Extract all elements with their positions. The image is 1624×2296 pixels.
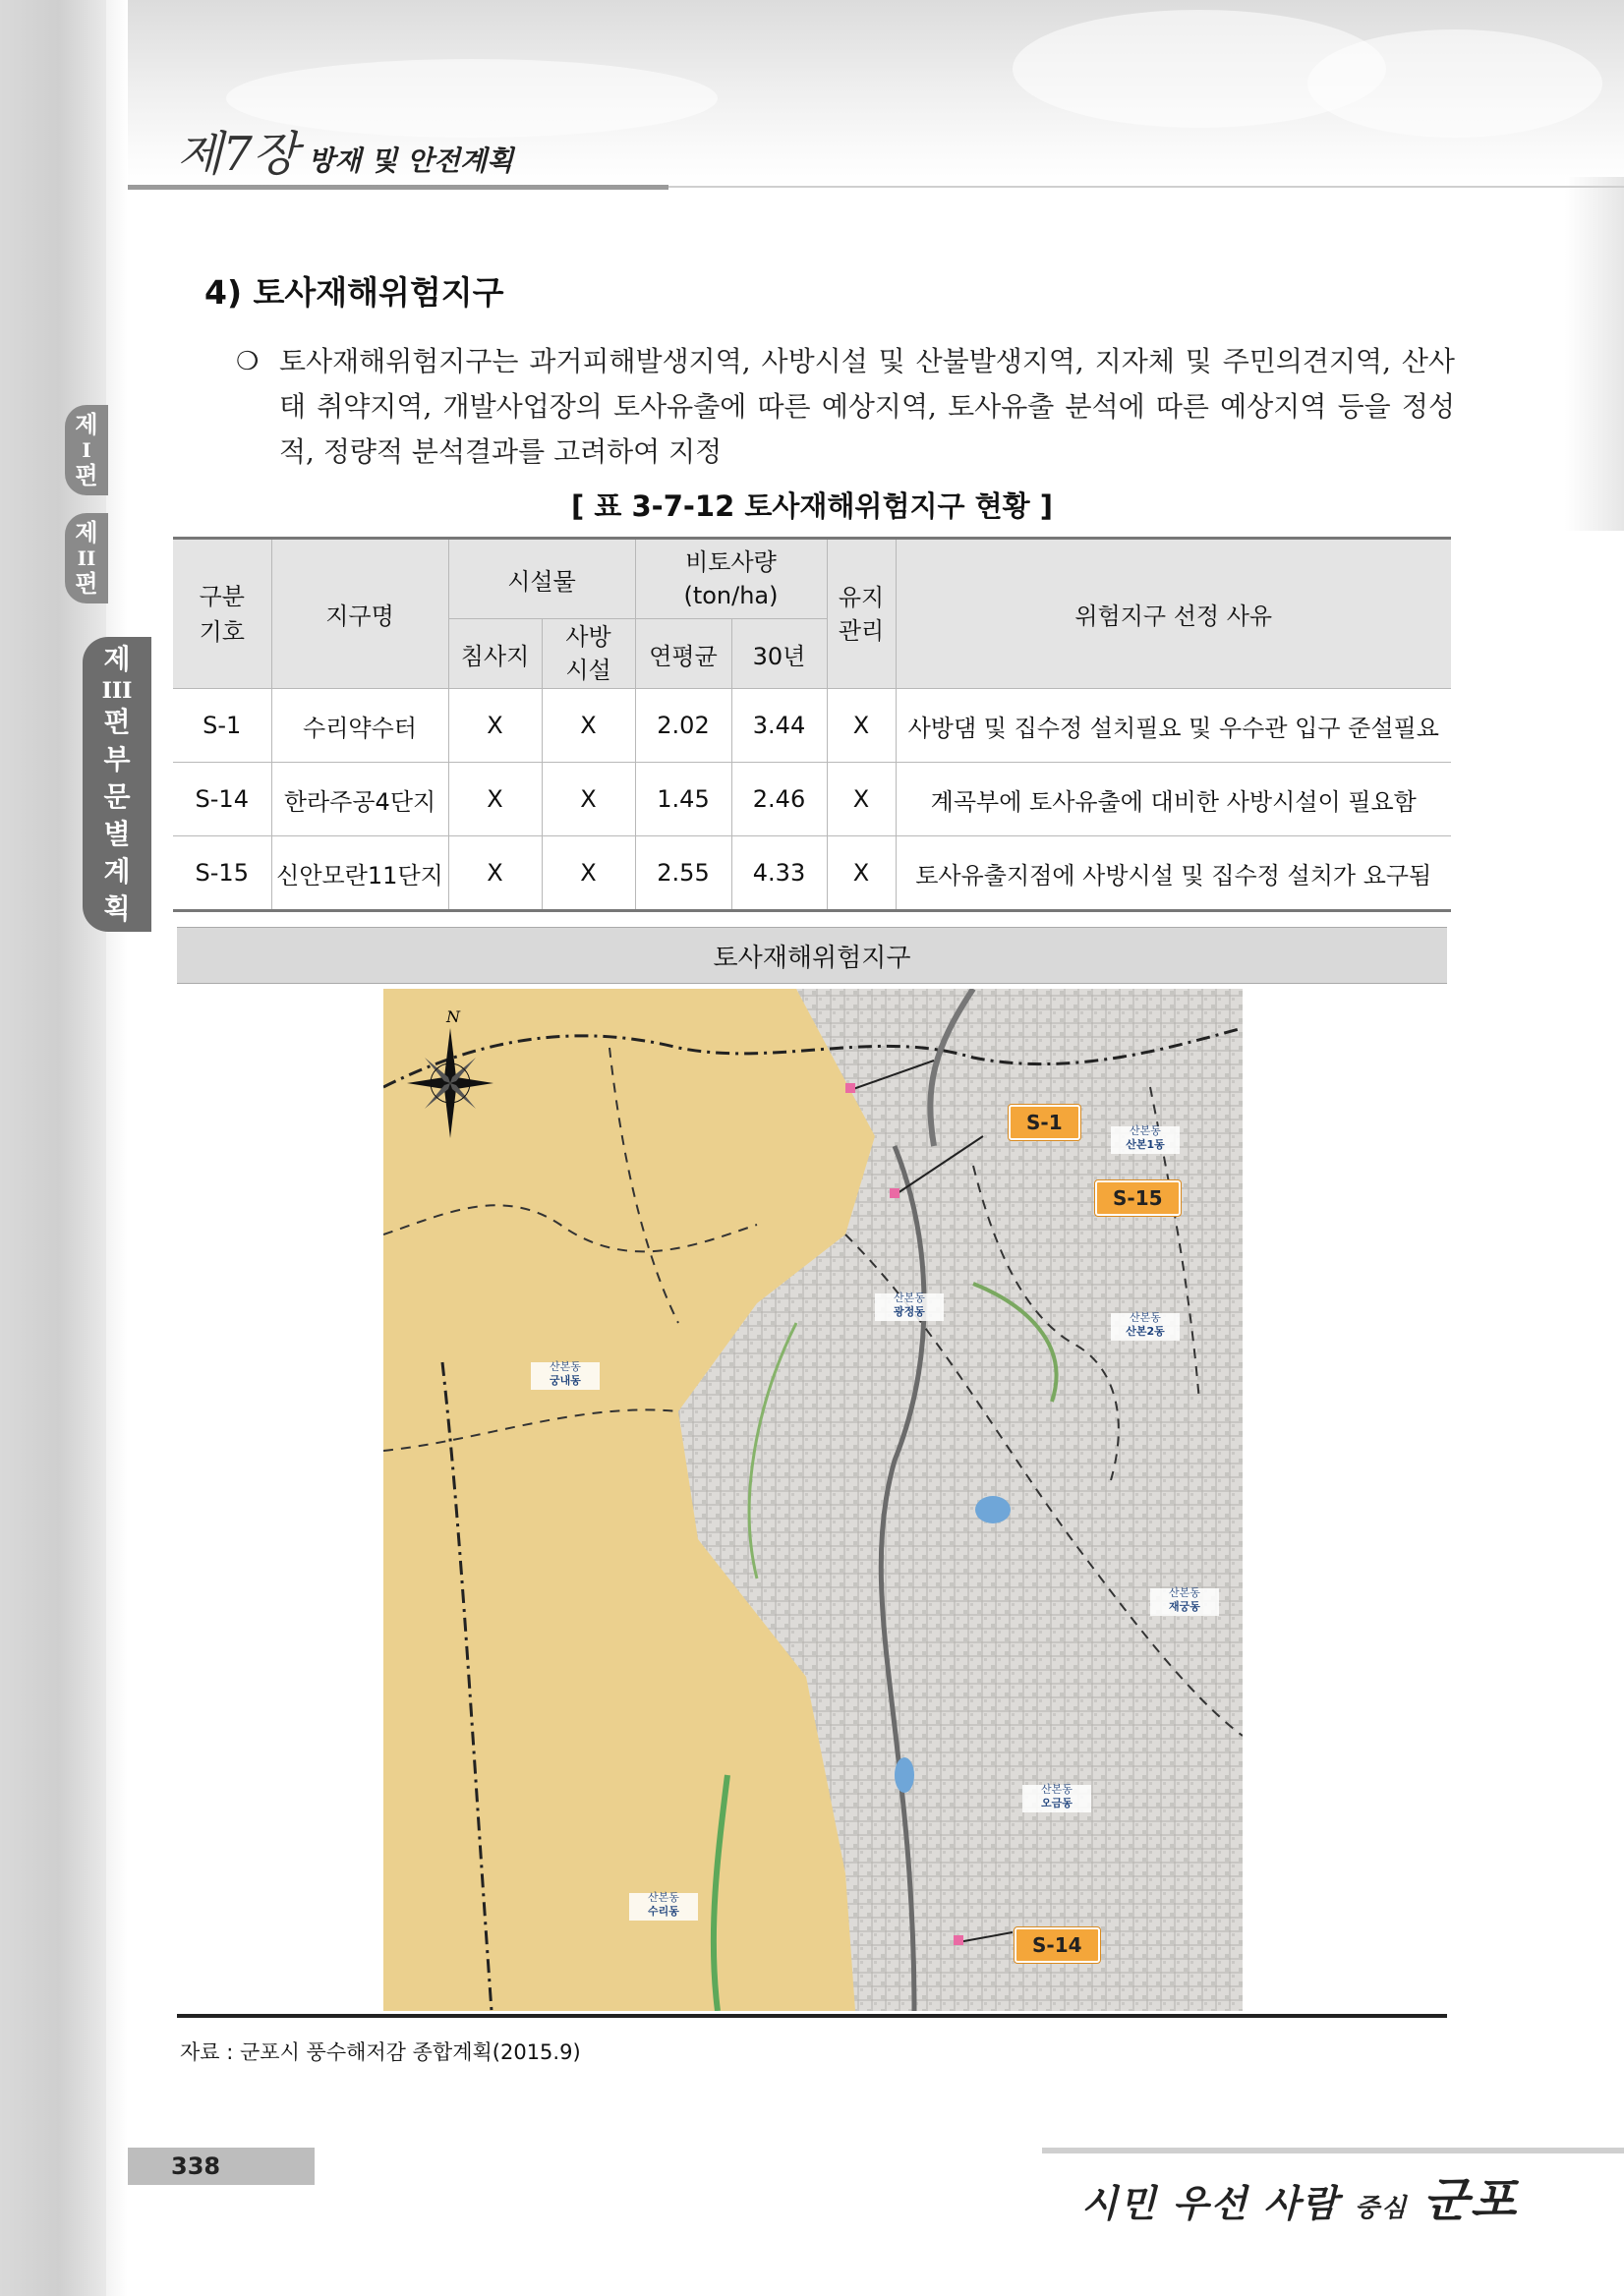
bullet-icon: ❍ bbox=[236, 347, 260, 376]
district-label: 산본동 오금동 bbox=[1041, 1783, 1073, 1809]
cell-reason: 계곡부에 토사유출에 대비한 사방시설이 필요함 bbox=[896, 763, 1451, 836]
chapter-number: 제7장 bbox=[177, 127, 299, 182]
side-tab-char: 계 bbox=[103, 855, 131, 888]
side-tab-char: III bbox=[101, 678, 133, 704]
district-map bbox=[383, 989, 1243, 2011]
cell-name: 신안모란11단지 bbox=[271, 836, 448, 911]
cell-code: S-15 bbox=[173, 836, 271, 911]
side-tab-char: 문 bbox=[103, 780, 131, 813]
map-label-s15: S-15 bbox=[1095, 1180, 1181, 1216]
slogan-part1: 시민 우선 사람 bbox=[1081, 2181, 1340, 2225]
map-header: 토사재해위험지구 bbox=[177, 927, 1447, 984]
header-maintenance: 유지 관리 bbox=[827, 539, 896, 689]
right-margin-background bbox=[1565, 177, 1624, 531]
hazard-district-table bbox=[173, 537, 1451, 912]
district-label: 산본동 궁내동 bbox=[550, 1360, 581, 1387]
left-margin-gradient bbox=[106, 0, 128, 2296]
chapter-heading bbox=[177, 116, 513, 184]
table-row bbox=[173, 763, 1451, 836]
header-code: 구분 기호 bbox=[173, 539, 271, 689]
map-label-s14: S-14 bbox=[1015, 1927, 1100, 1963]
cell-code: S-1 bbox=[173, 689, 271, 763]
header-annual: 연평균 bbox=[635, 619, 731, 689]
cell-annual: 2.55 bbox=[635, 836, 731, 911]
header-sediment: 비토사량 (ton/ha) bbox=[635, 539, 827, 619]
district-label: 산본동 광정동 bbox=[894, 1292, 925, 1318]
cell-sediment-basin: X bbox=[448, 836, 542, 911]
side-tab-char: 부 bbox=[103, 743, 131, 775]
side-tab-char: II bbox=[77, 546, 96, 570]
side-tab-char: 편 bbox=[75, 462, 98, 489]
side-tab-char: 제 bbox=[75, 519, 98, 546]
header-erosion-facility: 사방 시설 bbox=[542, 619, 635, 689]
district-label: 산본동 수리동 bbox=[648, 1891, 679, 1918]
header-name: 지구명 bbox=[271, 539, 448, 689]
side-tab-part-1[interactable] bbox=[65, 405, 108, 495]
side-tab-part-3[interactable] bbox=[83, 637, 151, 932]
source-note: 자료 : 군포시 풍수해저감 종합계획(2015.9) bbox=[180, 2040, 581, 2064]
side-tab-char: I bbox=[82, 438, 91, 462]
side-tab-char: 편 bbox=[103, 706, 131, 738]
cell-annual: 2.02 bbox=[635, 689, 731, 763]
chapter-rule-thin bbox=[668, 186, 1624, 188]
side-tab-part-2[interactable] bbox=[65, 513, 108, 603]
cell-30year: 4.33 bbox=[731, 836, 827, 911]
cell-maintenance: X bbox=[827, 689, 896, 763]
header-facility: 시설물 bbox=[448, 539, 635, 619]
city-slogan bbox=[1081, 2162, 1518, 2230]
district-label: 산본동 산본2동 bbox=[1126, 1311, 1165, 1338]
cell-30year: 3.44 bbox=[731, 689, 827, 763]
page-number: 338 bbox=[171, 2152, 221, 2180]
footer-rule bbox=[1042, 2148, 1624, 2153]
side-tab-char: 제 bbox=[103, 643, 131, 675]
paragraph-text: 토사재해위험지구는 과거피해발생지역, 사방시설 및 산불발생지역, 지자체 및 주민의견지역, 산사태 취약지역, 개발사업장의 토사유출에 따른 예상지역, 토사유출 분석에 따른 예상지역 등을 정성적, 정량적 분석결과를 고려하여 지정 bbox=[279, 345, 1455, 468]
north-label: N bbox=[446, 1007, 460, 1026]
cell-maintenance: X bbox=[827, 836, 896, 911]
chapter-rule bbox=[128, 185, 668, 190]
map-label-s1: S-1 bbox=[1009, 1105, 1080, 1140]
cell-code: S-14 bbox=[173, 763, 271, 836]
side-tab-char: 제 bbox=[75, 411, 98, 438]
table-row bbox=[173, 836, 1451, 911]
map-bottom-rule bbox=[177, 2014, 1447, 2018]
intro-paragraph bbox=[236, 339, 1455, 475]
chapter-title: 방재 및 안전계획 bbox=[308, 144, 514, 177]
cell-reason: 토사유출지점에 사방시설 및 집수정 설치가 요구됨 bbox=[896, 836, 1451, 911]
district-label: 산본동 산본1동 bbox=[1126, 1124, 1165, 1151]
cell-name: 한라주공4단지 bbox=[271, 763, 448, 836]
slogan-part3: 군포 bbox=[1422, 2173, 1519, 2228]
page-number-bar bbox=[128, 2148, 315, 2185]
table-row bbox=[173, 689, 1451, 763]
side-tab-char: 편 bbox=[75, 570, 98, 598]
section-title: 4) 토사재해위험지구 bbox=[204, 273, 504, 312]
compass-rose-icon bbox=[401, 1003, 499, 1150]
side-tab-char: 별 bbox=[103, 818, 131, 850]
header-30year: 30년 bbox=[731, 619, 827, 689]
cell-reason: 사방댐 및 집수정 설치필요 및 우수관 입구 준설필요 bbox=[896, 689, 1451, 763]
cell-30year: 2.46 bbox=[731, 763, 827, 836]
cell-erosion: X bbox=[542, 763, 635, 836]
table-title: [ 표 3-7-12 토사재해위험지구 현황 ] bbox=[571, 489, 1053, 523]
cell-name: 수리약수터 bbox=[271, 689, 448, 763]
cell-maintenance: X bbox=[827, 763, 896, 836]
cell-sediment-basin: X bbox=[448, 763, 542, 836]
header-sediment-basin: 침사지 bbox=[448, 619, 542, 689]
slogan-part2: 중심 bbox=[1354, 2194, 1409, 2223]
cell-erosion: X bbox=[542, 689, 635, 763]
cell-erosion: X bbox=[542, 836, 635, 911]
cell-annual: 1.45 bbox=[635, 763, 731, 836]
side-tab-char: 획 bbox=[103, 892, 131, 925]
header-reason: 위험지구 선정 사유 bbox=[896, 539, 1451, 689]
district-label: 산본동 재궁동 bbox=[1169, 1586, 1200, 1613]
cell-sediment-basin: X bbox=[448, 689, 542, 763]
left-margin-strip bbox=[0, 0, 106, 2296]
